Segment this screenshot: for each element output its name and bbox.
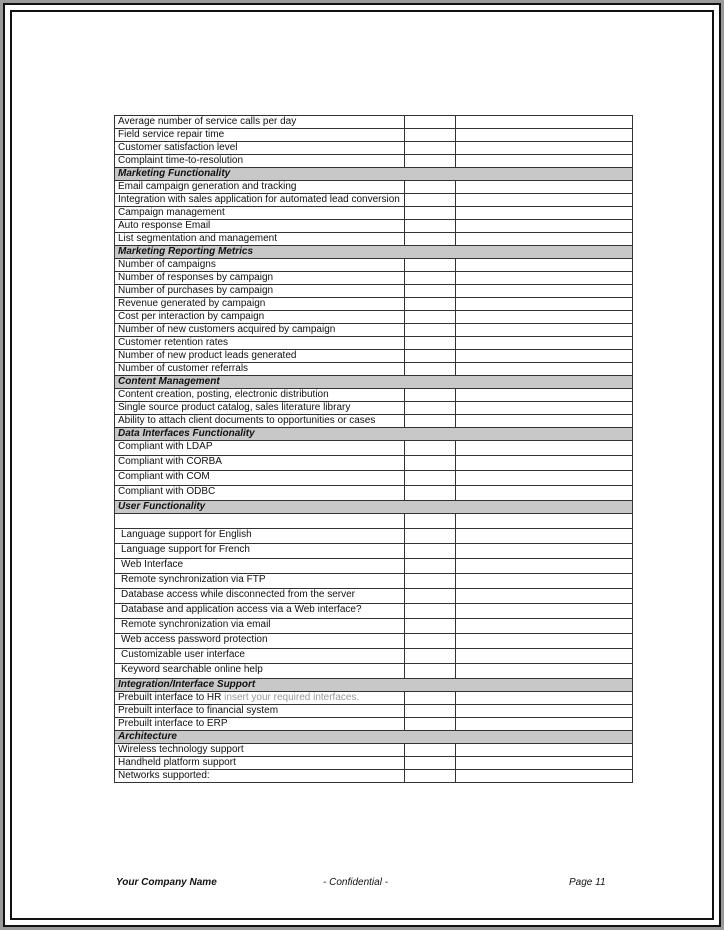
requirement-text: Compliant with LDAP <box>118 441 213 452</box>
response-cell <box>405 649 456 664</box>
requirements-table-body <box>115 116 633 783</box>
requirement-text: Customer retention rates <box>118 337 229 348</box>
response-cell <box>405 692 456 705</box>
section-header-row <box>115 679 633 692</box>
requirement-text: Customizable user interface <box>121 649 245 660</box>
comments-cell <box>456 604 633 619</box>
requirement-text: Auto response Email <box>118 220 211 231</box>
response-cell <box>405 181 456 194</box>
requirement-label <box>115 544 405 559</box>
requirement-text: Prebuilt interface to ERP <box>118 718 228 729</box>
requirement-text: Number of new customers acquired by campaign <box>118 324 336 335</box>
comments-cell <box>456 402 633 415</box>
requirement-label <box>115 664 405 679</box>
table-row <box>115 692 633 705</box>
requirement-label <box>115 757 405 770</box>
requirement-label <box>115 634 405 649</box>
comments-cell <box>456 664 633 679</box>
requirement-label <box>115 402 405 415</box>
table-row <box>115 259 633 272</box>
requirement-label <box>115 770 405 783</box>
comments-cell <box>456 207 633 220</box>
response-cell <box>405 272 456 285</box>
table-row <box>115 324 633 337</box>
requirement-text: Remote synchronization via email <box>121 619 271 630</box>
comments-cell <box>456 486 633 501</box>
table-row <box>115 744 633 757</box>
requirement-text: Language support for English <box>121 529 252 540</box>
requirement-text: Compliant with COM <box>118 471 210 482</box>
requirement-label <box>115 744 405 757</box>
section-header-row <box>115 376 633 389</box>
table-row <box>115 456 633 471</box>
table-row <box>115 604 633 619</box>
requirement-label <box>115 155 405 168</box>
comments-cell <box>456 233 633 246</box>
table-row <box>115 311 633 324</box>
requirement-text: Wireless technology support <box>118 744 244 755</box>
requirement-label <box>115 181 405 194</box>
response-cell <box>405 744 456 757</box>
placeholder-hint: insert your required interfaces. <box>221 692 360 703</box>
requirement-text: Campaign management <box>118 207 225 218</box>
section-header: Marketing Functionality <box>115 168 633 181</box>
response-cell <box>405 311 456 324</box>
table-row <box>115 757 633 770</box>
requirement-text: Content creation, posting, electronic distribution <box>118 389 329 400</box>
response-cell <box>405 324 456 337</box>
requirement-text: Integration with sales application for automated lead conversion <box>118 194 400 205</box>
table-row <box>115 471 633 486</box>
comments-cell <box>456 259 633 272</box>
comments-cell <box>456 272 633 285</box>
requirement-text: Remote synchronization via FTP <box>121 574 266 585</box>
section-header-row <box>115 246 633 259</box>
comments-cell <box>456 415 633 428</box>
table-row <box>115 116 633 129</box>
section-header: Content Management <box>115 376 633 389</box>
table-row <box>115 181 633 194</box>
comments-cell <box>456 744 633 757</box>
requirement-text: Keyword searchable online help <box>121 664 263 675</box>
requirement-text: Database and application access via a Web interface? <box>121 604 362 615</box>
requirement-text: Ability to attach client documents to opportunities or cases <box>118 415 376 426</box>
requirement-label <box>115 129 405 142</box>
comments-cell <box>456 311 633 324</box>
section-header-row <box>115 731 633 744</box>
table-row <box>115 142 633 155</box>
requirement-text: Prebuilt interface to financial system <box>118 705 279 716</box>
requirements-table <box>114 115 633 783</box>
table-row <box>115 129 633 142</box>
table-row <box>115 514 633 529</box>
requirement-label <box>115 514 405 529</box>
requirement-label <box>115 142 405 155</box>
footer-confidential: - Confidential - <box>323 877 389 888</box>
requirement-label <box>115 116 405 129</box>
response-cell <box>405 619 456 634</box>
response-cell <box>405 155 456 168</box>
response-cell <box>405 589 456 604</box>
table-row <box>115 544 633 559</box>
response-cell <box>405 441 456 456</box>
response-cell <box>405 259 456 272</box>
requirement-label <box>115 272 405 285</box>
requirement-label <box>115 363 405 376</box>
comments-cell <box>456 718 633 731</box>
section-header: Marketing Reporting Metrics <box>115 246 633 259</box>
requirement-text: Email campaign generation and tracking <box>118 181 297 192</box>
comments-cell <box>456 285 633 298</box>
comments-cell <box>456 337 633 350</box>
table-row <box>115 207 633 220</box>
response-cell <box>405 350 456 363</box>
response-cell <box>405 705 456 718</box>
table-row <box>115 337 633 350</box>
response-cell <box>405 471 456 486</box>
requirement-text: Database access while disconnected from the server <box>121 589 356 600</box>
table-row <box>115 705 633 718</box>
comments-cell <box>456 692 633 705</box>
footer-company-name: Your Company Name <box>116 877 217 888</box>
requirement-text: Number of campaigns <box>118 259 216 270</box>
section-header: Data Interfaces Functionality <box>115 428 633 441</box>
table-row <box>115 402 633 415</box>
table-row <box>115 350 633 363</box>
response-cell <box>405 634 456 649</box>
requirement-text: Single source product catalog, sales literature library <box>118 402 351 413</box>
table-row <box>115 718 633 731</box>
response-cell <box>405 544 456 559</box>
requirement-label <box>115 649 405 664</box>
response-cell <box>405 718 456 731</box>
section-header-row <box>115 501 633 514</box>
requirement-text: Number of new product leads generated <box>118 350 297 361</box>
requirement-label <box>115 337 405 350</box>
table-row <box>115 559 633 574</box>
table-row <box>115 415 633 428</box>
response-cell <box>405 757 456 770</box>
requirement-label <box>115 486 405 501</box>
comments-cell <box>456 116 633 129</box>
response-cell <box>405 415 456 428</box>
table-row <box>115 486 633 501</box>
table-row <box>115 574 633 589</box>
table-row <box>115 770 633 783</box>
response-cell <box>405 402 456 415</box>
requirement-label <box>115 589 405 604</box>
response-cell <box>405 389 456 402</box>
requirement-label <box>115 456 405 471</box>
requirement-text: Prebuilt interface to HR <box>118 692 222 703</box>
requirement-label <box>115 718 405 731</box>
requirement-text: Revenue generated by campaign <box>118 298 266 309</box>
comments-cell <box>456 298 633 311</box>
requirement-label <box>115 705 405 718</box>
requirement-label <box>115 259 405 272</box>
table-row <box>115 649 633 664</box>
comments-cell <box>456 559 633 574</box>
comments-cell <box>456 649 633 664</box>
table-row <box>115 233 633 246</box>
requirement-label <box>115 324 405 337</box>
requirement-text: Compliant with CORBA <box>118 456 222 467</box>
table-row <box>115 220 633 233</box>
response-cell <box>405 559 456 574</box>
comments-cell <box>456 544 633 559</box>
comments-cell <box>456 770 633 783</box>
comments-cell <box>456 529 633 544</box>
response-cell <box>405 116 456 129</box>
requirement-label <box>115 415 405 428</box>
response-cell <box>405 298 456 311</box>
requirement-text: Cost per interaction by campaign <box>118 311 265 322</box>
comments-cell <box>456 574 633 589</box>
table-row <box>115 194 633 207</box>
response-cell <box>405 142 456 155</box>
section-header-row <box>115 168 633 181</box>
requirement-label <box>115 285 405 298</box>
requirement-label <box>115 311 405 324</box>
requirement-text: Compliant with ODBC <box>118 486 216 497</box>
requirement-label <box>115 350 405 363</box>
table-row <box>115 285 633 298</box>
response-cell <box>405 664 456 679</box>
response-cell <box>405 285 456 298</box>
requirement-text: Number of responses by campaign <box>118 272 274 283</box>
comments-cell <box>456 363 633 376</box>
comments-cell <box>456 441 633 456</box>
response-cell <box>405 574 456 589</box>
requirement-label <box>115 574 405 589</box>
footer-page-number: Page 11 <box>569 877 606 888</box>
response-cell <box>405 129 456 142</box>
requirement-text: Language support for French <box>121 544 250 555</box>
requirement-text: Number of customer referrals <box>118 363 249 374</box>
response-cell <box>405 456 456 471</box>
requirement-text: List segmentation and management <box>118 233 277 244</box>
comments-cell <box>456 220 633 233</box>
table-row <box>115 298 633 311</box>
comments-cell <box>456 324 633 337</box>
response-cell <box>405 207 456 220</box>
requirement-text: Average number of service calls per day <box>118 116 297 127</box>
table-row <box>115 389 633 402</box>
response-cell <box>405 604 456 619</box>
comments-cell <box>456 705 633 718</box>
requirement-text: Number of purchases by campaign <box>118 285 274 296</box>
comments-cell <box>456 757 633 770</box>
comments-cell <box>456 456 633 471</box>
requirement-label <box>115 441 405 456</box>
comments-cell <box>456 129 633 142</box>
response-cell <box>405 770 456 783</box>
requirement-text: Handheld platform support <box>118 757 236 768</box>
comments-cell <box>456 589 633 604</box>
requirement-text: Web Interface <box>121 559 184 570</box>
table-row <box>115 529 633 544</box>
comments-cell <box>456 619 633 634</box>
comments-cell <box>456 634 633 649</box>
response-cell <box>405 529 456 544</box>
table-row <box>115 634 633 649</box>
requirement-text: Customer satisfaction level <box>118 142 238 153</box>
section-header: Architecture <box>115 731 633 744</box>
response-cell <box>405 194 456 207</box>
comments-cell <box>456 514 633 529</box>
response-cell <box>405 233 456 246</box>
table-row <box>115 155 633 168</box>
comments-cell <box>456 142 633 155</box>
table-row <box>115 619 633 634</box>
table-row <box>115 272 633 285</box>
section-header-row <box>115 428 633 441</box>
comments-cell <box>456 194 633 207</box>
table-row <box>115 441 633 456</box>
requirement-label <box>115 529 405 544</box>
requirement-text: Field service repair time <box>118 129 225 140</box>
requirement-text: Networks supported: <box>118 770 210 781</box>
table-row <box>115 589 633 604</box>
response-cell <box>405 363 456 376</box>
section-header: User Functionality <box>115 501 633 514</box>
requirement-label <box>115 619 405 634</box>
requirement-label <box>115 692 405 705</box>
response-cell <box>405 220 456 233</box>
comments-cell <box>456 181 633 194</box>
requirement-label <box>115 233 405 246</box>
table-row <box>115 363 633 376</box>
response-cell <box>405 486 456 501</box>
section-header: Integration/Interface Support <box>115 679 633 692</box>
comments-cell <box>456 350 633 363</box>
requirement-label <box>115 220 405 233</box>
requirement-label <box>115 471 405 486</box>
comments-cell <box>456 389 633 402</box>
response-cell <box>405 514 456 529</box>
requirement-text: Web access password protection <box>121 634 268 645</box>
requirement-label <box>115 298 405 311</box>
comments-cell <box>456 155 633 168</box>
requirement-label <box>115 207 405 220</box>
response-cell <box>405 337 456 350</box>
table-row <box>115 664 633 679</box>
comments-cell <box>456 471 633 486</box>
requirement-label <box>115 604 405 619</box>
requirement-label <box>115 559 405 574</box>
requirement-label <box>115 389 405 402</box>
requirement-text: Complaint time-to-resolution <box>118 155 244 166</box>
requirement-label <box>115 194 405 207</box>
